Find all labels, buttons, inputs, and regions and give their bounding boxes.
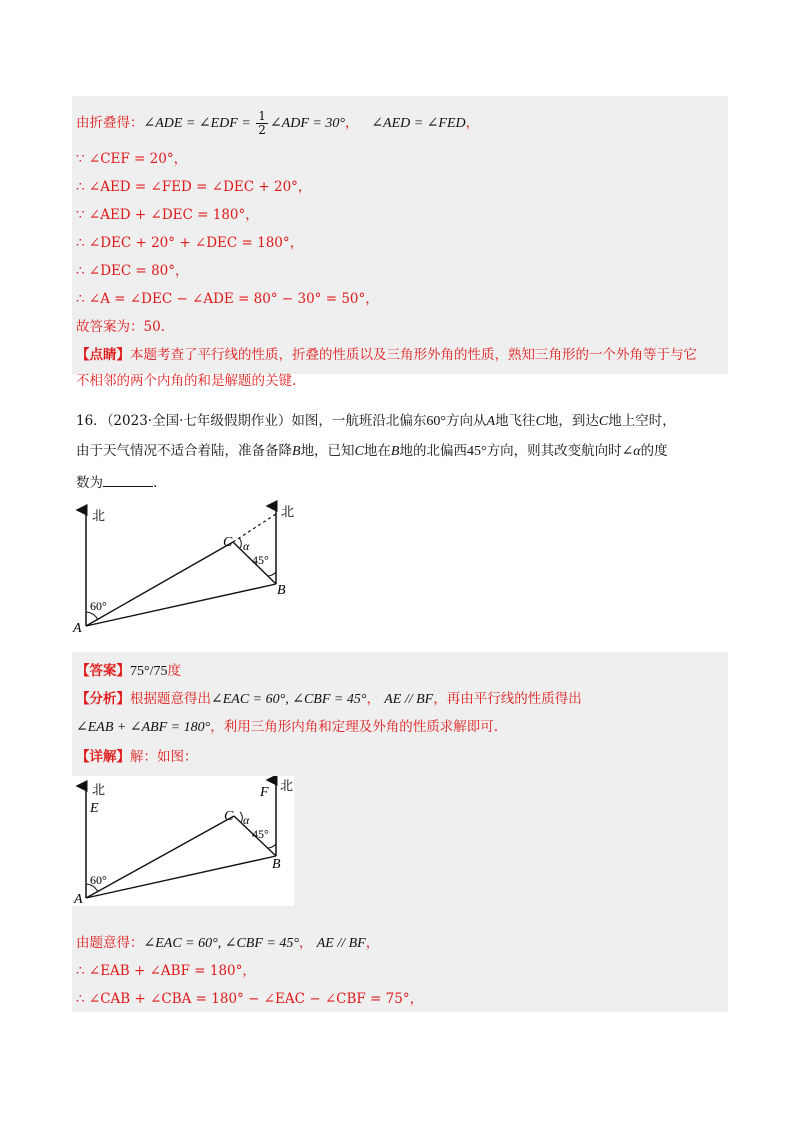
bottom-line-3: ∴ ∠CAB + ∠CBA = 180° − ∠EAC − ∠CBF = 75°， [76, 991, 424, 1007]
label-b: B [277, 583, 286, 598]
problem-16-line-2: 由于天气情况不适合着陆，准备备降B地，已知C地在B地的北偏西45°方向，则其改变航向时∠α的度 [76, 443, 668, 459]
label-c: C [224, 809, 234, 824]
arc-alpha [239, 538, 241, 548]
solution-line-3: ∴ ∠AED = ∠FED = ∠DEC + 20°， [76, 179, 312, 195]
label-a: A [74, 892, 83, 906]
answer-line-16: 【答案】75°/75度 [76, 663, 181, 679]
arc-60 [86, 612, 98, 620]
solution-line-1: 由折叠得：∠ADE = ∠EDF = $\frac{1}{2}$ ∠ADF = 30°， ∠AED = ∠FED， [76, 109, 480, 137]
answer-line: 故答案为：50. [76, 319, 165, 335]
label-45: 45° [252, 827, 269, 841]
segment-ac [86, 816, 234, 898]
solution-line-5: ∴ ∠DEC + 20° + ∠DEC = 180°， [76, 235, 304, 251]
fraction-half: $\frac{1}{2}$ [258, 109, 266, 137]
segment-ab [86, 584, 276, 626]
north-label-right: 北 [280, 778, 294, 793]
analysis-line-1: 【分析】根据题意得出∠EAC = 60°, ∠CBF = 45°， AE // BF，再由平行线的性质得出 [76, 691, 582, 707]
solution-line-4: ∵ ∠AED + ∠DEC = 180°， [76, 207, 259, 223]
bottom-line-2: ∴ ∠EAB + ∠ABF = 180°， [76, 963, 256, 979]
label-60: 60° [90, 873, 107, 887]
solution-line-6: ∴ ∠DEC = 80°， [76, 263, 189, 279]
answer-blank[interactable] [103, 474, 153, 487]
arc-alpha [240, 812, 242, 822]
label-alpha: α [243, 539, 250, 553]
north-label-left: 北 [92, 782, 106, 797]
arc-45 [268, 572, 276, 576]
comment-line-2: 不相邻的两个内角的和是解题的关键. [76, 373, 297, 389]
bottom-line-1: 由题意得：∠EAC = 60°, ∠CBF = 45°， AE // BF， [76, 935, 380, 951]
solution-line-7: ∴ ∠A = ∠DEC − ∠ADE = 80° − 30° = 50°， [76, 291, 379, 307]
segment-ac [86, 542, 233, 626]
label-c: C [223, 535, 233, 550]
problem-16-line-3: 数为 . [76, 475, 158, 491]
label-e: E [90, 801, 99, 816]
solution-line-2: ∵ ∠CEF = 20°， [76, 151, 188, 167]
label-alpha: α [243, 813, 250, 827]
arc-45 [268, 844, 276, 848]
north-label-left: 北 [92, 508, 106, 523]
segment-ab [86, 856, 276, 898]
label-60: 60° [90, 599, 107, 613]
label-a: A [73, 621, 82, 636]
figure-flight-route-labeled [72, 776, 294, 906]
analysis-line-2: ∠EAB + ∠ABF = 180°，利用三角形内角和定理及外角的性质求解即可. [76, 719, 499, 735]
label-f: F [260, 785, 269, 800]
comment-line-1: 【点睛】本题考查了平行线的性质，折叠的性质以及三角形外角的性质，熟知三角形的一个外角等于与它 [76, 347, 697, 363]
north-label-right: 北 [281, 504, 295, 519]
problem-16-line-1: 16．（2023·全国·七年级假期作业）如图，一航班沿北偏东60°方向从A地飞往C地，到达C地上空时， [76, 413, 676, 429]
label-b: B [272, 857, 281, 872]
label-45: 45° [252, 553, 269, 567]
figure-flight-route [70, 500, 310, 640]
detail-line: 【详解】解：如图： [76, 749, 198, 765]
